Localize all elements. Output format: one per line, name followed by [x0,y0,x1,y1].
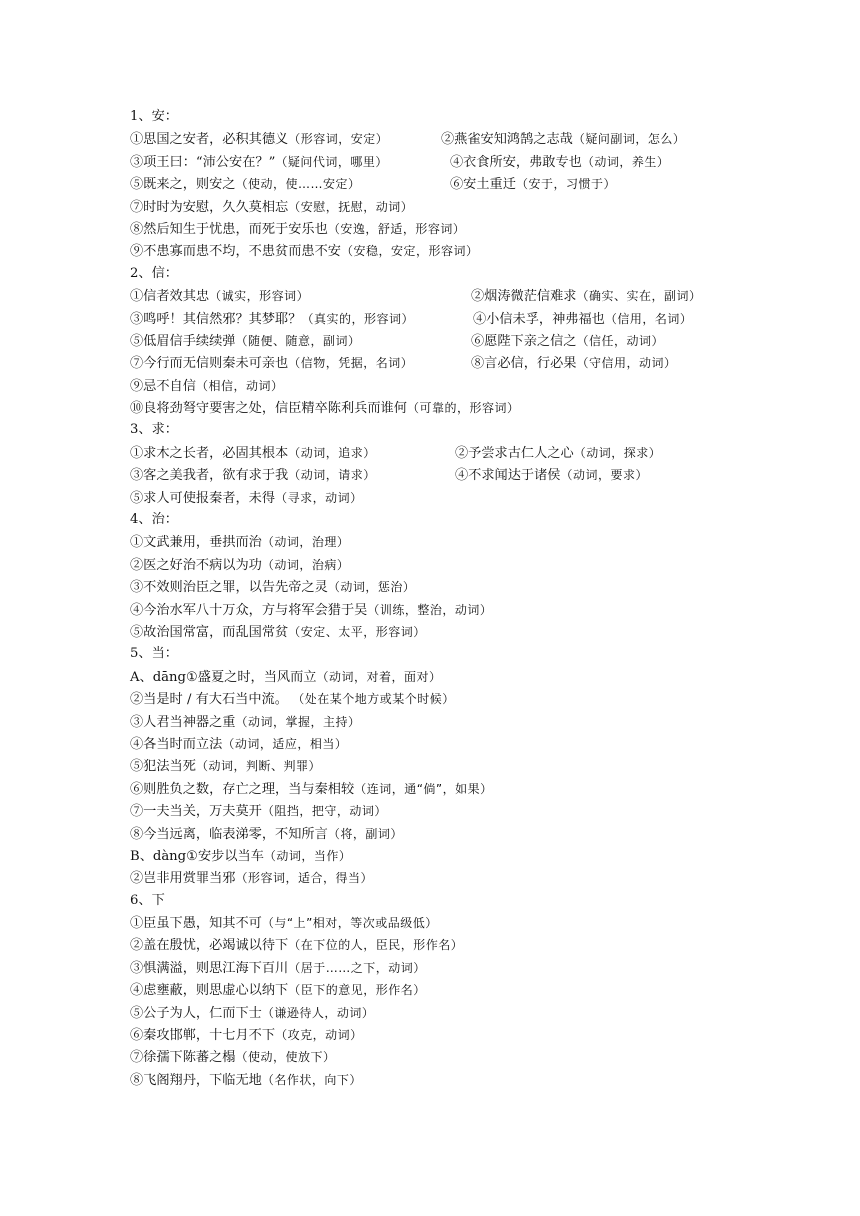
sentence-text: 3、求： [130,422,178,438]
gloss-text: （连词，通“倘”，如果） [354,781,493,796]
sentence-text: 6、下 [130,892,165,908]
line-column [450,151,669,173]
gloss-text: （可靠的，形容词） [406,401,520,416]
text-line [130,957,830,979]
sentence-text: ⑦时时为安慰，久久莫相忘 [130,199,289,215]
text-line [130,755,830,777]
sentence-text: ③不效则治臣之罪，以告先帝之灵 [130,580,328,596]
line-column [130,464,455,486]
sentence-text: ⑥秦攻邯郸，十七月不下 [130,1028,276,1044]
gloss-text: （攻克，动词） [275,1028,363,1043]
document-body [130,106,830,1091]
line-column [130,442,455,464]
sentence-text: ③惧满溢，则思江海下百川 [130,960,289,976]
text-line [130,196,830,218]
gloss-text: （训练，整治，动词） [367,602,493,617]
gloss-text: （信物，凭据，名词） [288,356,414,371]
gloss-text: （动词，要求） [560,468,649,483]
sentence-text: ①思国之安者，必积其德义 [130,132,289,148]
sentence-text: ⑥愿陛下亲之信之 [471,333,577,349]
gloss-text: （与“上”相对，等次或品级低） [261,916,438,931]
sentence-text: ⑥安土重迁 [450,177,516,193]
sentence-text: ①臣虽下愚，知其不可 [130,916,262,932]
gloss-text: （安稳，安定，形容词） [341,244,479,259]
gloss-text: （处在某个地方或某个时候） [287,692,455,707]
text-line [130,151,830,173]
text-line [130,487,830,509]
gloss-text: （形容词，安定） [288,132,389,147]
text-line [130,711,830,733]
text-line [130,464,830,486]
gloss-text: （臣下的意见，形作名） [288,983,426,998]
text-line [130,1002,830,1024]
sentence-text: ⑥则胜负之数，存亡之理，当与秦相较 [130,781,355,797]
text-line [130,733,830,755]
gloss-text: （真实的，形容词） [301,311,414,326]
sentence-text: ④今治水军八十万众，方与将军会猎于吴 [130,602,368,618]
text-line [130,442,830,464]
sentence-text: ①文武兼用，垂拱而治 [130,535,262,551]
gloss-text: （信用，名词） [604,311,693,326]
gloss-text: （诚实，形容词） [209,289,310,304]
sentence-text: ④不求闻达于诸侯 [455,468,561,484]
sentence-text: ②燕雀安知鸿鹄之志哉 [441,132,573,148]
text-line [130,173,830,195]
text-line [130,979,830,1001]
text-line [130,285,830,307]
gloss-text: （使动，使……安定） [235,177,361,192]
line-column [130,151,450,173]
gloss-text: （寻求，动词） [275,490,363,505]
gloss-text: （动词，请求） [288,468,376,483]
sentence-text: ⑤既来之，则安之 [130,177,236,193]
text-line [130,688,830,710]
gloss-text: （动词，养生） [581,154,670,169]
sentence-text: ⑤求人可使报秦者，未得 [130,490,276,506]
sentence-text: ①求木之长者，必固其根本 [130,445,289,461]
line-column [471,352,677,374]
text-line [130,330,830,352]
sentence-text: ④各当时而立法 [130,736,223,752]
sentence-text: ②予尝求古仁人之心 [455,445,574,461]
text-line [130,912,830,934]
gloss-text: （安定、太平，形容词） [288,624,426,639]
sentence-text: ④小信未孚，神弗福也 [473,311,605,327]
sentence-text: 1、安： [130,109,178,124]
text-line [130,554,830,576]
sentence-text: ⑩良将劲弩守要害之处，信臣精卒陈利兵而谁何 [130,401,407,417]
sentence-text: ②岂非用赏罪当邪 [130,871,236,887]
sentence-text: ⑧言必信，行必果 [471,356,577,372]
sentence-text: ⑧飞阁翔丹，下临无地 [130,1072,262,1088]
gloss-text: （动词，判断、判罪） [195,759,321,774]
sentence-text: ⑤故治国常富，而乱国常贫 [130,624,289,640]
sentence-text: ⑤犯法当死 [130,759,196,775]
text-line [130,218,830,240]
text-line [130,397,830,419]
sentence-text: ③客之美我者，欲有求于我 [130,468,289,484]
text-line [130,240,830,262]
gloss-text: （动词，探求） [573,445,662,460]
gloss-text: （随便、随意，副词） [235,333,361,348]
sentence-text: ③人君当神器之重 [130,714,236,730]
gloss-text: （将，副词） [327,826,403,841]
line-column [130,352,471,374]
text-line [130,375,830,397]
gloss-text: （相信，动词） [195,378,284,393]
sentence-text: ⑤公子为人，仁而下士 [130,1005,262,1021]
sentence-text: 4、治： [130,512,178,528]
sentence-text: ③鸣呼！其信然邪？其梦耶？ [130,311,302,327]
gloss-text: （动词，追求） [288,445,376,460]
gloss-text: （阻挡，把守，动词） [261,804,387,819]
text-line [130,1069,830,1091]
gloss-text: （动词，对着，面对） [316,669,442,684]
line-column [130,285,471,307]
line-column [450,173,616,195]
sentence-text: 5、当： [130,646,178,662]
sentence-text: ⑨不患寡而患不均，不患贫而患不安 [130,244,341,260]
gloss-text: （居于……之下，动词） [288,960,426,975]
sentence-text: B、dàng①安步以当车 [130,848,264,864]
line-column [455,442,661,464]
sentence-text: ⑧然后知生于忧患，而死于安乐也 [130,221,328,237]
gloss-text: （安逸，舒适，形容词） [327,221,466,236]
sentence-text: ④衣食所安，弗敢专也 [450,154,582,170]
text-line [130,666,830,688]
text-line [130,308,830,330]
sentence-text: ②盖在殷忧，必竭诚以待下 [130,938,289,954]
text-line [130,823,830,845]
sentence-text: ⑨忌不自信 [130,378,196,394]
sentence-text: 2、信： [130,265,178,281]
text-line [130,934,830,956]
text-line [130,845,830,867]
gloss-text: （动词，治理） [261,535,350,550]
text-line [130,800,830,822]
sentence-text: ⑧今当远离，临表涕零，不知所言 [130,826,328,842]
sentence-text: A、dāng①盛夏之时，当风而立 [130,669,317,685]
gloss-text: （安于，习惯于） [515,177,616,192]
gloss-text: （动词，惩治） [327,580,416,595]
section-heading [130,263,830,285]
text-line [130,1046,830,1068]
sentence-text: ②烟涛微茫信难求 [471,289,577,305]
sentence-text: ②当是时 / 有大石当中流。 [130,692,288,708]
section-heading [130,106,830,128]
gloss-text: （动词，当作） [263,848,352,863]
gloss-text: （安慰，抚慰，动词） [288,199,414,214]
gloss-text: （形容词，适合，得当） [235,871,374,886]
line-column [455,464,648,486]
gloss-text: （疑问代词，哪里） [275,154,388,169]
section-heading [130,890,830,912]
gloss-text: （使动，使放下） [235,1050,336,1065]
line-column [441,128,685,150]
gloss-text: （动词，适应，相当） [222,736,348,751]
gloss-text: （信任，动词） [576,333,665,348]
text-line [130,1024,830,1046]
section-heading [130,643,830,665]
gloss-text: （动词，治病） [261,557,350,572]
sentence-text: ④虑壅蔽，则思虚心以纳下 [130,983,289,999]
text-line [130,576,830,598]
text-line [130,352,830,374]
line-column [471,330,664,352]
gloss-text: （动词，掌握，主持） [235,714,361,729]
line-column [130,173,450,195]
text-line [130,531,830,553]
sentence-text: ⑦今行而无信则秦未可亲也 [130,356,289,372]
sentence-text: ②医之好治不病以为功 [130,557,262,573]
text-line [130,128,830,150]
gloss-text: （疑问副词，怎么） [572,132,686,147]
line-column [130,128,441,150]
section-heading [130,509,830,531]
sentence-text: ③项王曰：“沛公安在？” [130,154,276,170]
gloss-text: （守信用，动词） [576,356,677,371]
text-line [130,621,830,643]
line-column [130,308,473,330]
gloss-text: （谦逊待人，动词） [261,1005,375,1020]
gloss-text: （在下位的人，臣民，形作名） [288,938,464,953]
line-column [473,308,692,330]
text-line [130,778,830,800]
sentence-text: ①信者效其忠 [130,289,210,305]
sentence-text: ⑦一夫当关，万夫莫开 [130,804,262,820]
gloss-text: （名作状，向下） [261,1072,362,1087]
text-line [130,867,830,889]
sentence-text: ⑤低眉信手续续弹 [130,333,236,349]
line-column [130,330,471,352]
section-heading [130,419,830,441]
line-column [471,285,702,307]
gloss-text: （确实、实在，副词） [576,289,702,304]
sentence-text: ⑦徐孺下陈蕃之榻 [130,1050,236,1066]
text-line [130,599,830,621]
